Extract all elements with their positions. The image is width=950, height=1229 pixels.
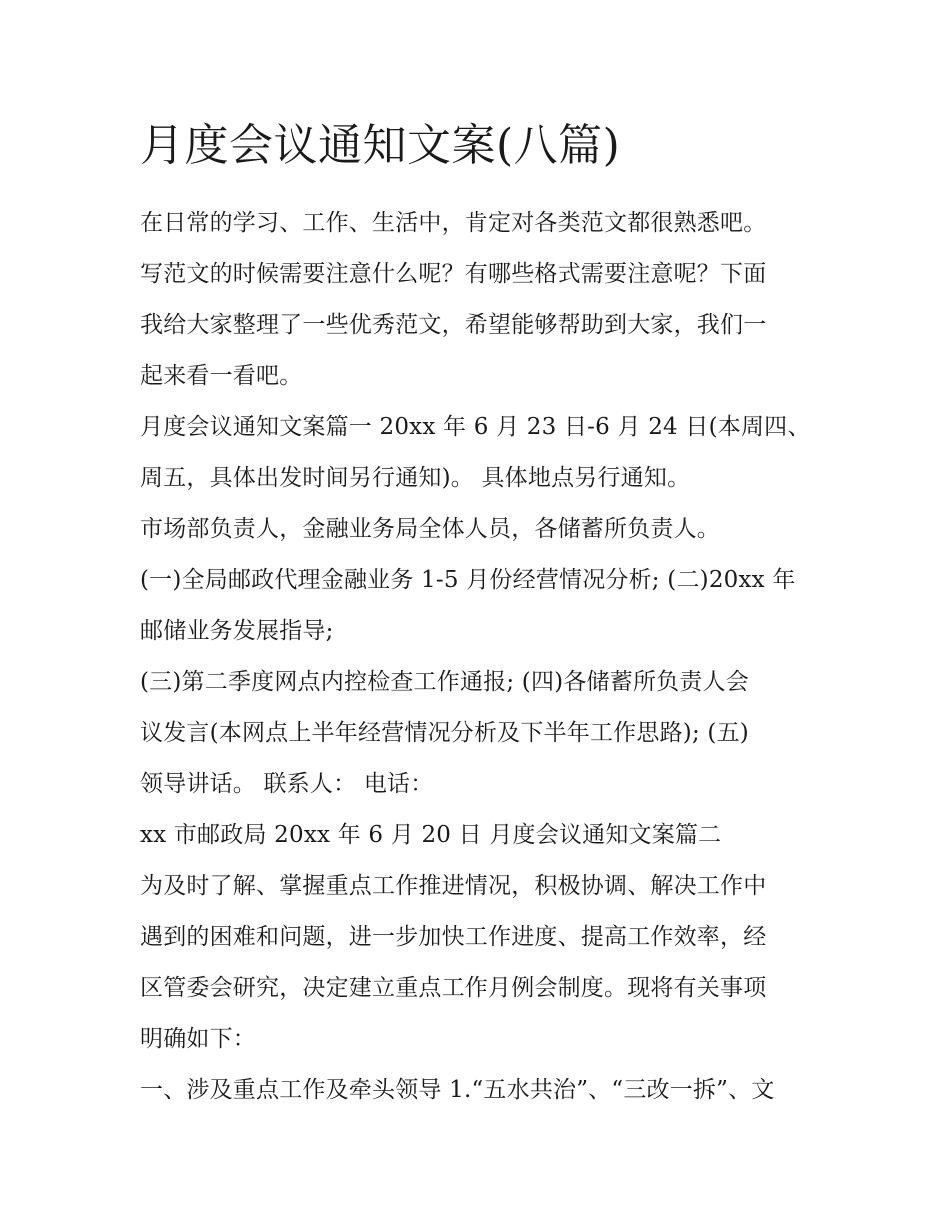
- body-line: 周五，具体出发时间另行通知)。 具体地点另行通知。: [140, 465, 691, 491]
- document-title: 月度会议通知文案(八篇): [140, 120, 621, 171]
- body-line: 明确如下：: [140, 1026, 256, 1052]
- document-body: [140, 198, 830, 1116]
- body-line: 一、涉及重点工作及牵头领导 1.“五水共治”、“三改一拆”、文: [140, 1077, 775, 1103]
- body-line: 写范文的时候需要注意什么呢？有哪些格式需要注意呢？下面: [140, 261, 767, 287]
- body-line: 市场部负责人，金融业务局全体人员，各储蓄所负责人。: [140, 516, 720, 542]
- body-line: 为及时了解、掌握重点工作推进情况，积极协调、解决工作中: [140, 873, 767, 899]
- body-line: xx 市邮政局 20xx 年 6 月 20 日 月度会议通知文案篇二: [140, 822, 722, 848]
- body-line: 在日常的学习、工作、生活中，肯定对各类范文都很熟悉吧。: [140, 210, 767, 236]
- body-line: 议发言(本网点上半年经营情况分析及下半年工作思路); (五): [140, 720, 749, 746]
- body-line: (一)全局邮政代理金融业务 1-5 月份经营情况分析; (二)20xx 年: [140, 567, 796, 593]
- body-line: 月度会议通知文案篇一 20xx 年 6 月 23 日-6 月 24 日(本周四、: [140, 414, 811, 440]
- body-line: (三)第二季度网点内控检查工作通报; (四)各储蓄所负责人会: [140, 669, 749, 695]
- body-line: 邮储业务发展指导;: [140, 618, 334, 644]
- body-line: 区管委会研究，决定建立重点工作月例会制度。现将有关事项: [140, 975, 767, 1001]
- body-line: 起来看一看吧。: [140, 363, 303, 389]
- body-line: 我给大家整理了一些优秀范文，希望能够帮助到大家，我们一: [140, 312, 767, 338]
- body-line: 领导讲话。 联系人： 电话：: [140, 771, 434, 797]
- body-line: 遇到的困难和问题，进一步加快工作进度、提高工作效率，经: [140, 924, 767, 950]
